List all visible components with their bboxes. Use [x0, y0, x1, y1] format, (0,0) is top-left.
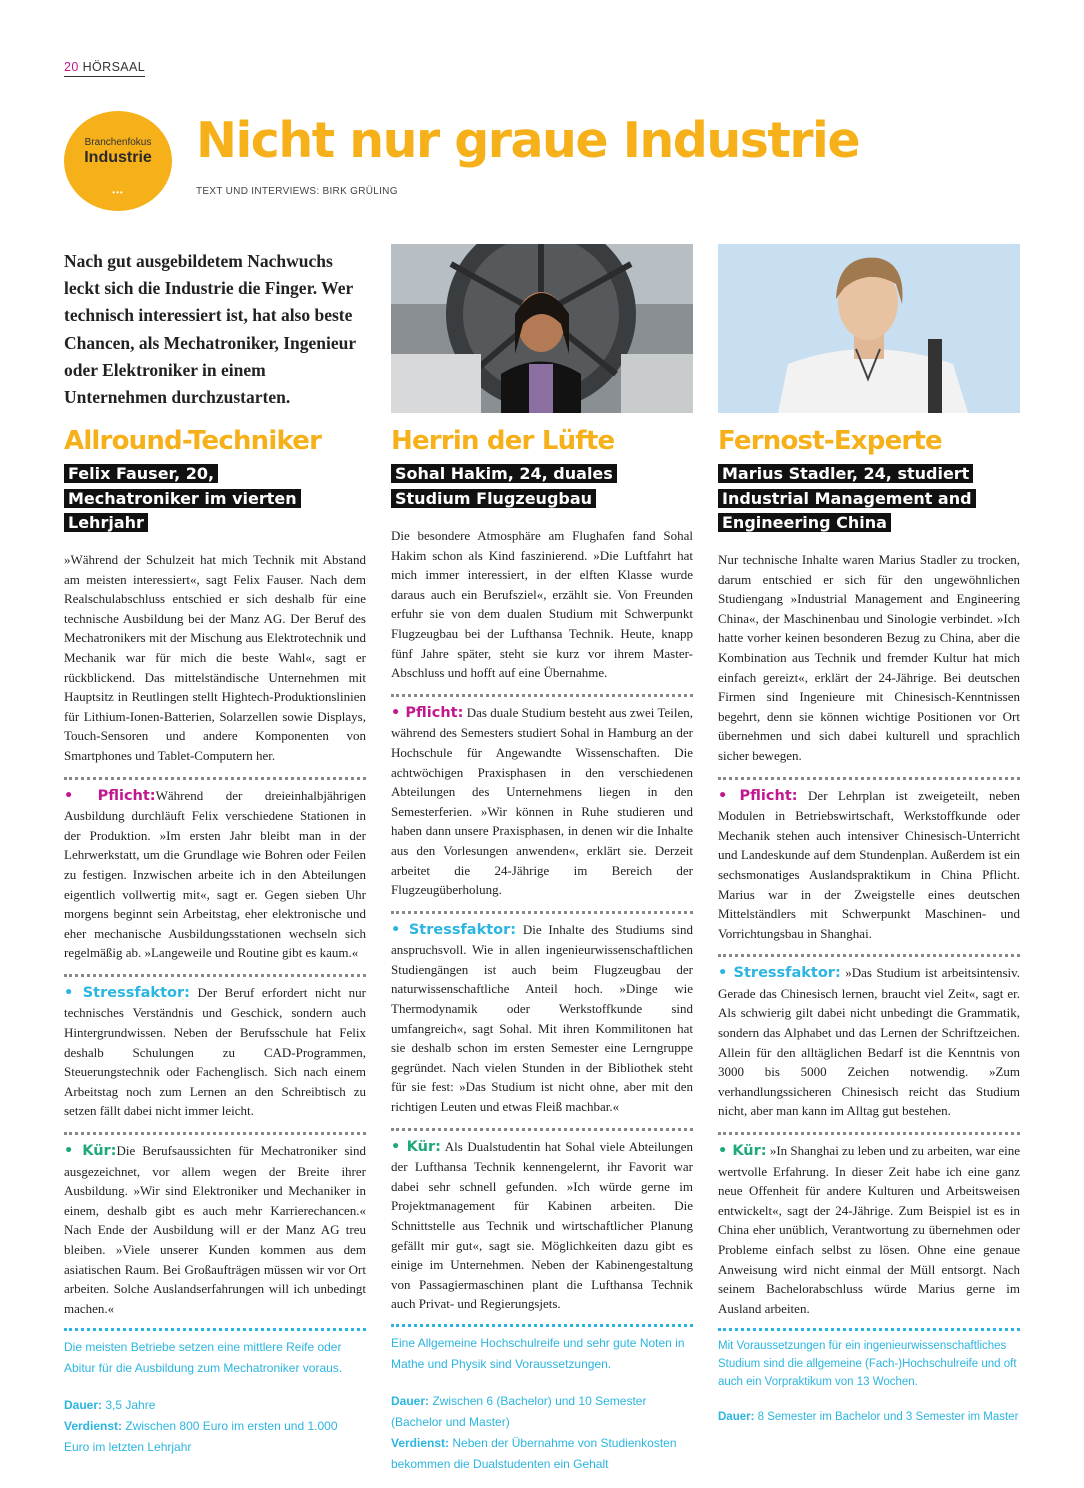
col2-headline: Herrin der Lüfte [391, 426, 615, 456]
col2-intro-paragraph: Die besondere Atmosphäre am Flughafen fand Sohal Hakim schon als Kind faszinierend. »Die Luftfahrt hat mich immer interessiert, in der elften Klasse wurde daraus auch ein Berufsziel«, erzählt sie. Von Freunden erfuhr sie von dem dualen Studium mit Schwerpunkt Flugzeugbau bei der Lufthansa Technik. Heute, knapp fünf Jahre später, steht sie kurz vor ihrem Master-Abschluss und hofft auf eine Übernahme. [391, 528, 693, 681]
col1-pflicht [64, 777, 366, 963]
col1-body [64, 550, 366, 1458]
col1-stress [64, 974, 366, 1121]
page-number: 20 [64, 60, 79, 74]
airplane-engine-photo [391, 244, 693, 413]
intro-text: Nach gut ausgebildetem Nachwuchs leckt sich die Industrie die Finger. Wer technisch interessiert ist, hat also beste Chancen, als Mechatroniker, Ingenieur oder Elektroniker in einem Unternehmen durchzustarten. [64, 251, 356, 408]
section-header [64, 60, 145, 77]
col2-dauer-label: Dauer: [391, 1393, 430, 1408]
col1-kuer [64, 1132, 366, 1318]
col3-intro-paragraph: Nur technische Inhalte waren Marius Stadler zu trocken, darum entschied er sich für den ungewöhnlichen Studiengang »Industrial Management and Engineering China«, der Maschinenbau und Sinologie verbindet. »Ich hatte vorher keinen besonderen Bezug zu China, aber die Kombination aus Technik und fremder Kultur hat mich einfach gereizt«, erklärt der 24-Jährige. Bei deutschen Firmen sind Ingenieure mit Chinesisch-Kenntnissen begehrt, denn sie können wichtige Positionen vor Ort übernehmen und sich dabei kulturell und sprachlich sicher bewegen. [718, 552, 1020, 763]
col1-pflicht-label: • Pflicht: [64, 787, 156, 804]
col3-kuer [718, 1132, 1020, 1318]
col1-person [64, 462, 314, 536]
col2-stress-text: Die Inhalte des Studiums sind anspruchsvoll. Wie in allen ingenieurwissenschaftlichen Studiengängen ist auch beim Flugzeugbau der naturwissenschaftliche Anteil hoch. »Dinge wie Thermodynamik oder Werkstoffkunde sind umfangreich«, sagt Sohal. Mit ihren Kommilitonen hat sie deshalb schon im ersten Semester eine Lerngruppe gegründet. Nach vielen Stunden in der Bibliothek steht für sie fest: »Das Studium ist nicht ohne, aber mit den richtigen Leuten und etwas Fleiß machbar.« [391, 921, 694, 1115]
col2-dauer-value: Zwischen 6 (Bachelor) und 10 Semester (Bachelor und Master) [391, 1393, 647, 1429]
col2-body [391, 526, 693, 1475]
col2-requirement: Eine Allgemeine Hochschulreife und sehr gute Noten in Mathe und Physik sind Voraussetzungen. [391, 1335, 685, 1371]
topic-badge [64, 111, 172, 211]
badge-big-label: Industrie [84, 149, 152, 166]
col3-stress-text: »Das Studium ist arbeitsintensiv. Gerade das Chinesisch lernen, braucht viel Zeit«, sagt er. Als schwierig gilt dabei nicht unbedingt die Grammatik, sondern das Alphabet und das Lernen der Schriftzeichen. Allein für den alltäglichen Bedarf ist die Kenntnis von 3000 bis 5000 Zeichen notwendig. »Zum verhandlungssicheren Chinesisch reicht das Studium nicht, aber man kann im Alltag gut bestehen. [718, 965, 1021, 1119]
badge-dots: ••• [112, 188, 124, 197]
col3-pflicht [718, 777, 1020, 944]
col2-person-text: Sohal Hakim, 24, duales Studium Flugzeugbau [391, 464, 617, 508]
col1-intro-paragraph: »Während der Schulzeit hat mich Technik mit Abstand am meisten interessiert«, sagt Felix Fauser. Nach dem Realschulabschluss entschied er sich deshalb für eine technische Ausbildung bei der Manz AG. Der Beruf des Mechatronikers mit der Mischung aus Elektrotechnik und Mechanik war für mich die beste Wahl«, sagt er rückblickend. Das mittelständische Unternehmen mit Hauptsitz in Reutlingen stellt Hightech-Produktionslinien für Lithium-Ionen-Batterien, Solarzellen sowie Displays, Touch-Sensoren und andere Komponenten von Smartphones und Tablet-Computern her. [64, 552, 366, 763]
col1-stress-label: • Stressfaktor: [64, 984, 190, 1001]
col1-stress-text: Der Beruf erfordert nicht nur technisches Verständnis und Geschick, sondern auch Hintergrundwissen. Neben der Berufsschule hat Felix deshalb Schulungen zu CAD-Programmen, Steuerungstechnik oder Fachenglisch. Sich nach einem Arbeitstag noch zum Lernen an den Schreibtisch zu setzen fällt dabei nicht immer leicht. [64, 984, 366, 1119]
col1-dauer-label: Dauer: [64, 1398, 103, 1413]
col1-dauer-value: 3,5 Jahre [105, 1398, 156, 1413]
col3-kuer-text: »In Shanghai zu leben und zu arbeiten, war eine wertvolle Erfahrung. In dieser Zeit habe ich eine ganz neue Offenheit für andere Kulturen und Arbeitsweisen entwickelt«, sagt der 24-Jährige. Zum Beispiel ist es in China eher unüblich, Verantwortung zu übernehmen oder Probleme einfach selbst zu lösen. Ohne eine genaue Anweisung wird nicht einmal der Müll entsorgt. Nach seinem Bachelorabschluss würde Marius gerne im Ausland arbeiten. [718, 1143, 1021, 1316]
badge-small-label: Branchenfokus [84, 137, 152, 148]
col3-pflicht-text: Der Lehrplan ist zweigeteilt, neben Modulen in Betriebswirtschaft, Werkstoffkunde oder Mechanik stehen auch intensiver Chinesisch-Unterricht und Landeskunde auf dem Stundenplan. Außerdem ist ein sechsmonatiges Auslandspraktikum in China Pflicht. Marius war in der Zweigstelle eines deutschen Mittelständlers mit Schwerpunkt Maschinen- und Vorrichtungsbau in Shanghai. [718, 787, 1021, 941]
col3-kuer-label: • Kür: [718, 1143, 767, 1160]
col3-info-box [718, 1328, 1020, 1427]
col3-stress-label: • Stressfaktor: [718, 965, 841, 982]
col3-body [718, 550, 1020, 1427]
col1-pflicht-text: Während der dreieinhalbjährigen Ausbildung durchläuft Felix verschiedene Stationen in der Produktion. »Im ersten Jahr bleibt man in der Lehrwerkstatt, um die Grundlage wie Bohren oder Feilen zu festigen. Inzwischen arbeite ich in den Abteilungen eigentlich vollwertig mit«, sagt er. Gegen sieben Uhr morgens beginnt sein Arbeitstag, eher elektronische und eher mechanische Ausbildungsstationen wechseln sich regelmäßig ab. »Langeweile und Routine gibt es kaum.« [64, 787, 366, 961]
col1-verdienst [64, 1416, 366, 1458]
col3-requirement: Mit Voraussetzungen für ein ingenieurwissenschaftliches Studium sind die allgemeine (Fach-)Hochschulreife und oft auch ein Vorpraktikum von 13 Wochen. [718, 1340, 1017, 1389]
byline: TEXT UND INTERVIEWS: BIRK GRÜLING [196, 186, 398, 197]
col3-person [718, 462, 1018, 536]
col1-kuer-label: • Kür: [64, 1143, 117, 1160]
col1-verdienst-value: Zwischen 800 Euro im ersten und 1.000 Euro im letzten Lehrjahr [64, 1419, 338, 1455]
col2-stress-label: • Stressfaktor: [391, 921, 517, 938]
page-title: Nicht nur graue Industrie [196, 112, 860, 169]
col2-verdienst-value: Neben der Übernahme von Studienkosten bekommen die Dualstudenten ein Gehalt [391, 1435, 677, 1471]
col1-kuer-text: Die Berufsaussichten für Mechatroniker sind ausgezeichnet, vor allem wegen der Breite ihrer Ausbildung. »Wir sind Elektroniker und Mechaniker in einem, deshalb gibt es auch mehr Karrierechancen.« Nach Ende der Ausbildung will er der Manz AG treu bleiben. »Viele unserer Kunden kommen aus dem asiatischen Raum. Bei Großaufträgen müssen wir vor Ort arbeiten. Solche Auslandserfahrungen will ich unbedingt machen.« [64, 1143, 366, 1316]
col1-verdienst-label: Verdienst: [64, 1419, 123, 1434]
col1-dauer [64, 1395, 366, 1416]
col2-info-box [391, 1324, 693, 1475]
col3-person-text: Marius Stadler, 24, studiert Industrial Management and Engineering China [718, 464, 976, 532]
col3-pflicht-label: • Pflicht: [718, 787, 798, 804]
col2-kuer-label: • Kür: [391, 1138, 441, 1155]
col2-kuer [391, 1128, 693, 1314]
col2-verdienst [391, 1433, 693, 1475]
col1-info-box [64, 1328, 366, 1458]
col2-pflicht [391, 694, 693, 900]
col2-dauer [391, 1391, 693, 1433]
col3-stress [718, 954, 1020, 1121]
col1-requirement: Die meisten Betriebe setzen eine mittlere Reife oder Abitur für die Ausbildung zum Mechatroniker voraus. [64, 1340, 343, 1376]
col2-pflicht-label: • Pflicht: [391, 704, 464, 721]
col1-headline: Allround-Techniker [64, 426, 322, 456]
col2-person [391, 462, 621, 511]
section-name: HÖRSAAL [82, 60, 146, 74]
student-portrait-photo [718, 244, 1020, 413]
col2-kuer-text: Als Dualstudentin hat Sohal viele Abteilungen der Lufthansa Technik kennengelernt, ihr Favorit war dabei sehr schnell gefunden. »Ich würde gerne im Projektmanagement für Kabinen arbeiten. Die Schnittstelle aus Technik und wirtschaftlicher Planung gefällt mir gut«, sagt sie. Möglichkeiten dazu gibt es einige im Unternehmen. Neben der Kabinengestaltung von Passagiermaschinen plant die Lufthansa Technik auch Privat- und Regierungsjets. [391, 1138, 693, 1312]
col2-stress [391, 911, 693, 1117]
photo-marius [718, 244, 1020, 413]
col2-verdienst-label: Verdienst: [391, 1435, 450, 1450]
col3-dauer-label: Dauer: [718, 1411, 755, 1424]
col3-dauer [718, 1407, 1020, 1427]
col2-pflicht-text: Das duale Studium besteht aus zwei Teilen, während des Semesters studiert Sohal in Hamburg an der Hochschule für Angewandte Wissenschaften. Die achtwöchigen Praxisphasen in den verschiedenen Abteilungen des Unternehmens liegen in den Semesterferien. »Wir können in Ruhe studieren und haben dann unsere Praxisphasen, in denen wir die Inhalte aus den Vorlesungen anwenden«, erklärt sie. Derzeit arbeitet die 24-Jährige im Bereich der Flugzeugüberholung. [391, 704, 693, 898]
col3-headline: Fernost-Experte [718, 426, 942, 456]
photo-sohal [391, 244, 693, 413]
col1-person-text: Felix Fauser, 20, Mechatroniker im vierten Lehrjahr [64, 464, 301, 532]
col3-dauer-value: 8 Semester im Bachelor und 3 Semester im Master [757, 1411, 1019, 1424]
